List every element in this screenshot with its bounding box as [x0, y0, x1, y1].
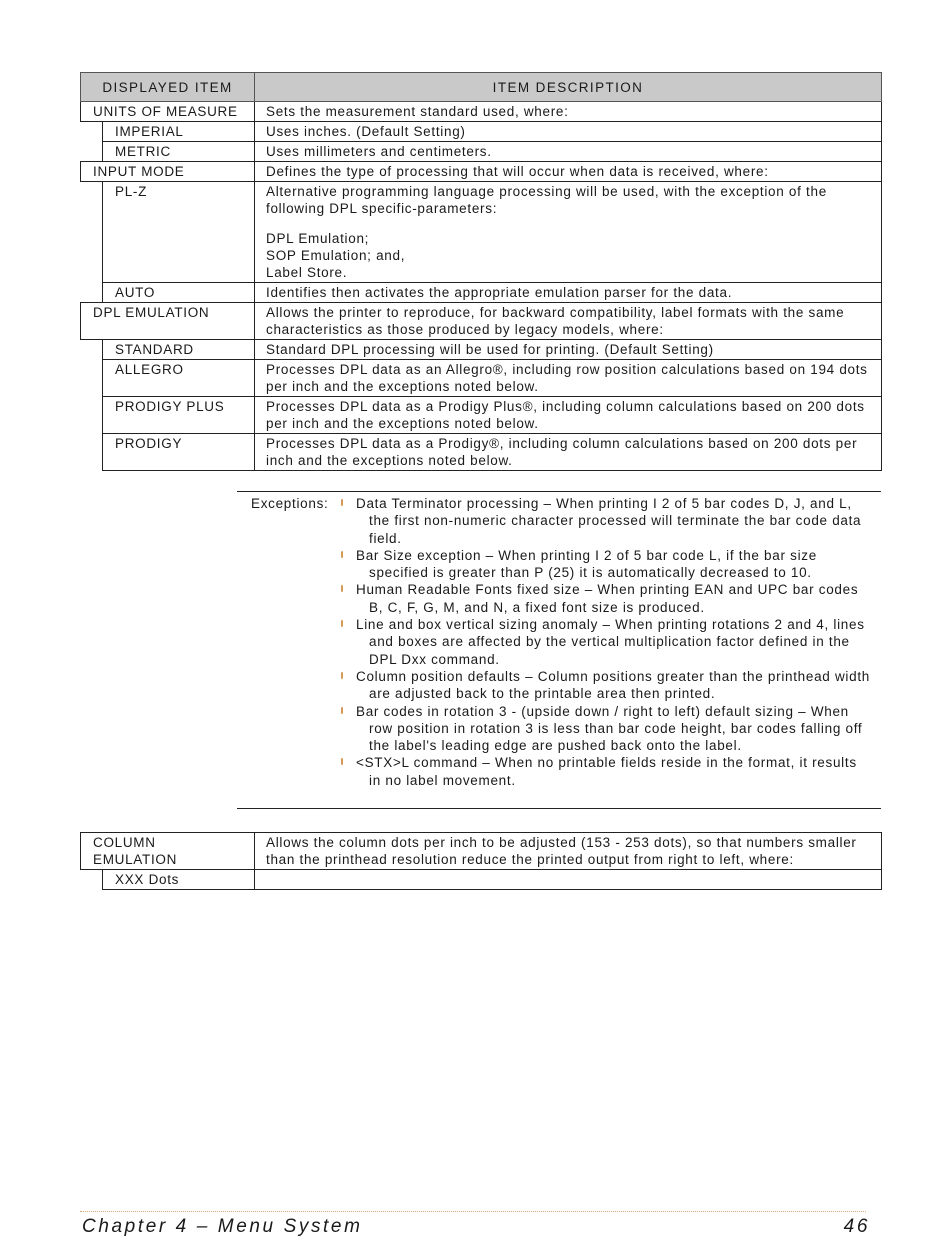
list-item [341, 754, 873, 789]
bullet-icon [341, 672, 343, 679]
list-item-text: Column position defaults – Column positions greater than the printhead width are adjusted back to the printable area then printed. [356, 668, 870, 702]
table-row [81, 340, 882, 360]
list-item [341, 495, 873, 547]
item-cell: ALLEGRO [103, 360, 255, 397]
page-number: 46 [843, 1216, 870, 1237]
table-row [81, 833, 882, 870]
description-cell: Identifies then activates the appropriate emulation parser for the data. [255, 283, 882, 303]
item-cell: XXX Dots [103, 870, 255, 890]
description-cell: Uses millimeters and centimeters. [255, 142, 882, 162]
item-cell: PRODIGY [103, 434, 255, 471]
footer-chapter-title: Chapter 4 – Menu System [82, 1216, 363, 1237]
exceptions-list [341, 495, 873, 789]
column-emulation-table [80, 832, 882, 890]
bullet-icon [341, 758, 343, 765]
description-cell: Defines the type of processing that will occur when data is received, where: [255, 162, 882, 182]
header-item-description: ITEM DESCRIPTION [255, 73, 882, 102]
list-item [341, 703, 873, 755]
description-cell [255, 182, 882, 283]
exceptions-label: Exceptions: [251, 496, 329, 511]
list-item-text: Line and box vertical sizing anomaly – When printing rotations 2 and 4, lines and boxes are affected by the vertical multiplication factor defined in the DPL Dxx command. [356, 617, 865, 667]
table-header-row [81, 73, 882, 102]
bullet-icon [341, 499, 343, 506]
item-cell: IMPERIAL [103, 122, 255, 142]
item-cell: METRIC [103, 142, 255, 162]
table-row [81, 182, 882, 283]
list-item-text: Bar codes in rotation 3 - (upside down / right to left) default sizing – When row position in rotation 3 is less than bar code height, bar codes falling off the label's leading edge are pushed back onto the label. [356, 703, 863, 754]
list-item-text: <STX>L command – When no printable fields reside in the format, it results in no label movement. [356, 755, 857, 788]
item-cell: STANDARD [103, 340, 255, 360]
list-item [341, 581, 873, 616]
description-cell [255, 870, 882, 890]
table-row [81, 397, 882, 434]
description-cell: Allows the column dots per inch to be adjusted (153 - 253 dots), so that numbers smaller than the printhead resolution reduce the printed output from right to left, where: [255, 833, 882, 870]
footer-rule [80, 1211, 866, 1212]
description-cell: Processes DPL data as a Prodigy®, including column calculations based on 200 dots per inch and the exceptions noted below. [255, 434, 882, 471]
table-row [81, 434, 882, 471]
description-cell: Uses inches. (Default Setting) [255, 122, 882, 142]
description-cell: Processes DPL data as a Prodigy Plus®, including column calculations based on 200 dots per inch and the exceptions noted below. [255, 397, 882, 434]
exceptions-block [237, 491, 881, 809]
table-row [81, 122, 882, 142]
table-row [81, 142, 882, 162]
bullet-icon [341, 620, 343, 627]
item-cell [81, 833, 255, 870]
item-cell: INPUT MODE [81, 162, 255, 182]
bullet-icon [341, 707, 343, 714]
item-cell: PL-Z [103, 182, 255, 283]
menu-items-table [80, 72, 882, 471]
description-text: Alternative programming language processing will be used, with the exception of the following DPL specific-parameters: [266, 184, 827, 216]
header-displayed-item: DISPLAYED ITEM [81, 73, 255, 102]
description-cell: Processes DPL data as an Allegro®, including row position calculations based on 194 dots per inch and the exceptions noted below. [255, 360, 882, 397]
description-line: Label Store. [266, 265, 348, 280]
table-row [81, 283, 882, 303]
bullet-icon [341, 585, 343, 592]
table-row [81, 162, 882, 182]
table-row [81, 102, 882, 122]
table-row [81, 303, 882, 340]
description-line: SOP Emulation; and, [266, 248, 406, 263]
item-line: COLUMN [93, 835, 156, 850]
table-row [81, 870, 882, 890]
list-item [341, 616, 873, 668]
description-cell: Allows the printer to reproduce, for backward compatibility, label formats with the same characteristics as those produced by legacy models, where: [255, 303, 882, 340]
item-line: EMULATION [93, 852, 178, 867]
item-cell: AUTO [103, 283, 255, 303]
list-item-text: Data Terminator processing – When printing I 2 of 5 bar codes D, J, and L, the first non-numeric character processed will terminate the bar code data field. [356, 496, 862, 546]
item-cell: DPL EMULATION [81, 303, 255, 340]
list-item [341, 668, 873, 703]
bullet-icon [341, 551, 343, 558]
table-row [81, 360, 882, 397]
list-item [341, 547, 873, 582]
description-line: DPL Emulation; [266, 231, 370, 246]
list-item-text: Bar Size exception – When printing I 2 of 5 bar code L, if the bar size specified is greater than P (25) it is automatically decreased to 10. [356, 547, 817, 581]
item-cell: UNITS OF MEASURE [81, 102, 255, 122]
list-item-text: Human Readable Fonts fixed size – When printing EAN and UPC bar codes B, C, F, G, M, and N, a fixed font size is produced. [356, 582, 859, 615]
description-cell: Standard DPL processing will be used for printing. (Default Setting) [255, 340, 882, 360]
description-cell: Sets the measurement standard used, where: [255, 102, 882, 122]
item-cell: PRODIGY PLUS [103, 397, 255, 434]
